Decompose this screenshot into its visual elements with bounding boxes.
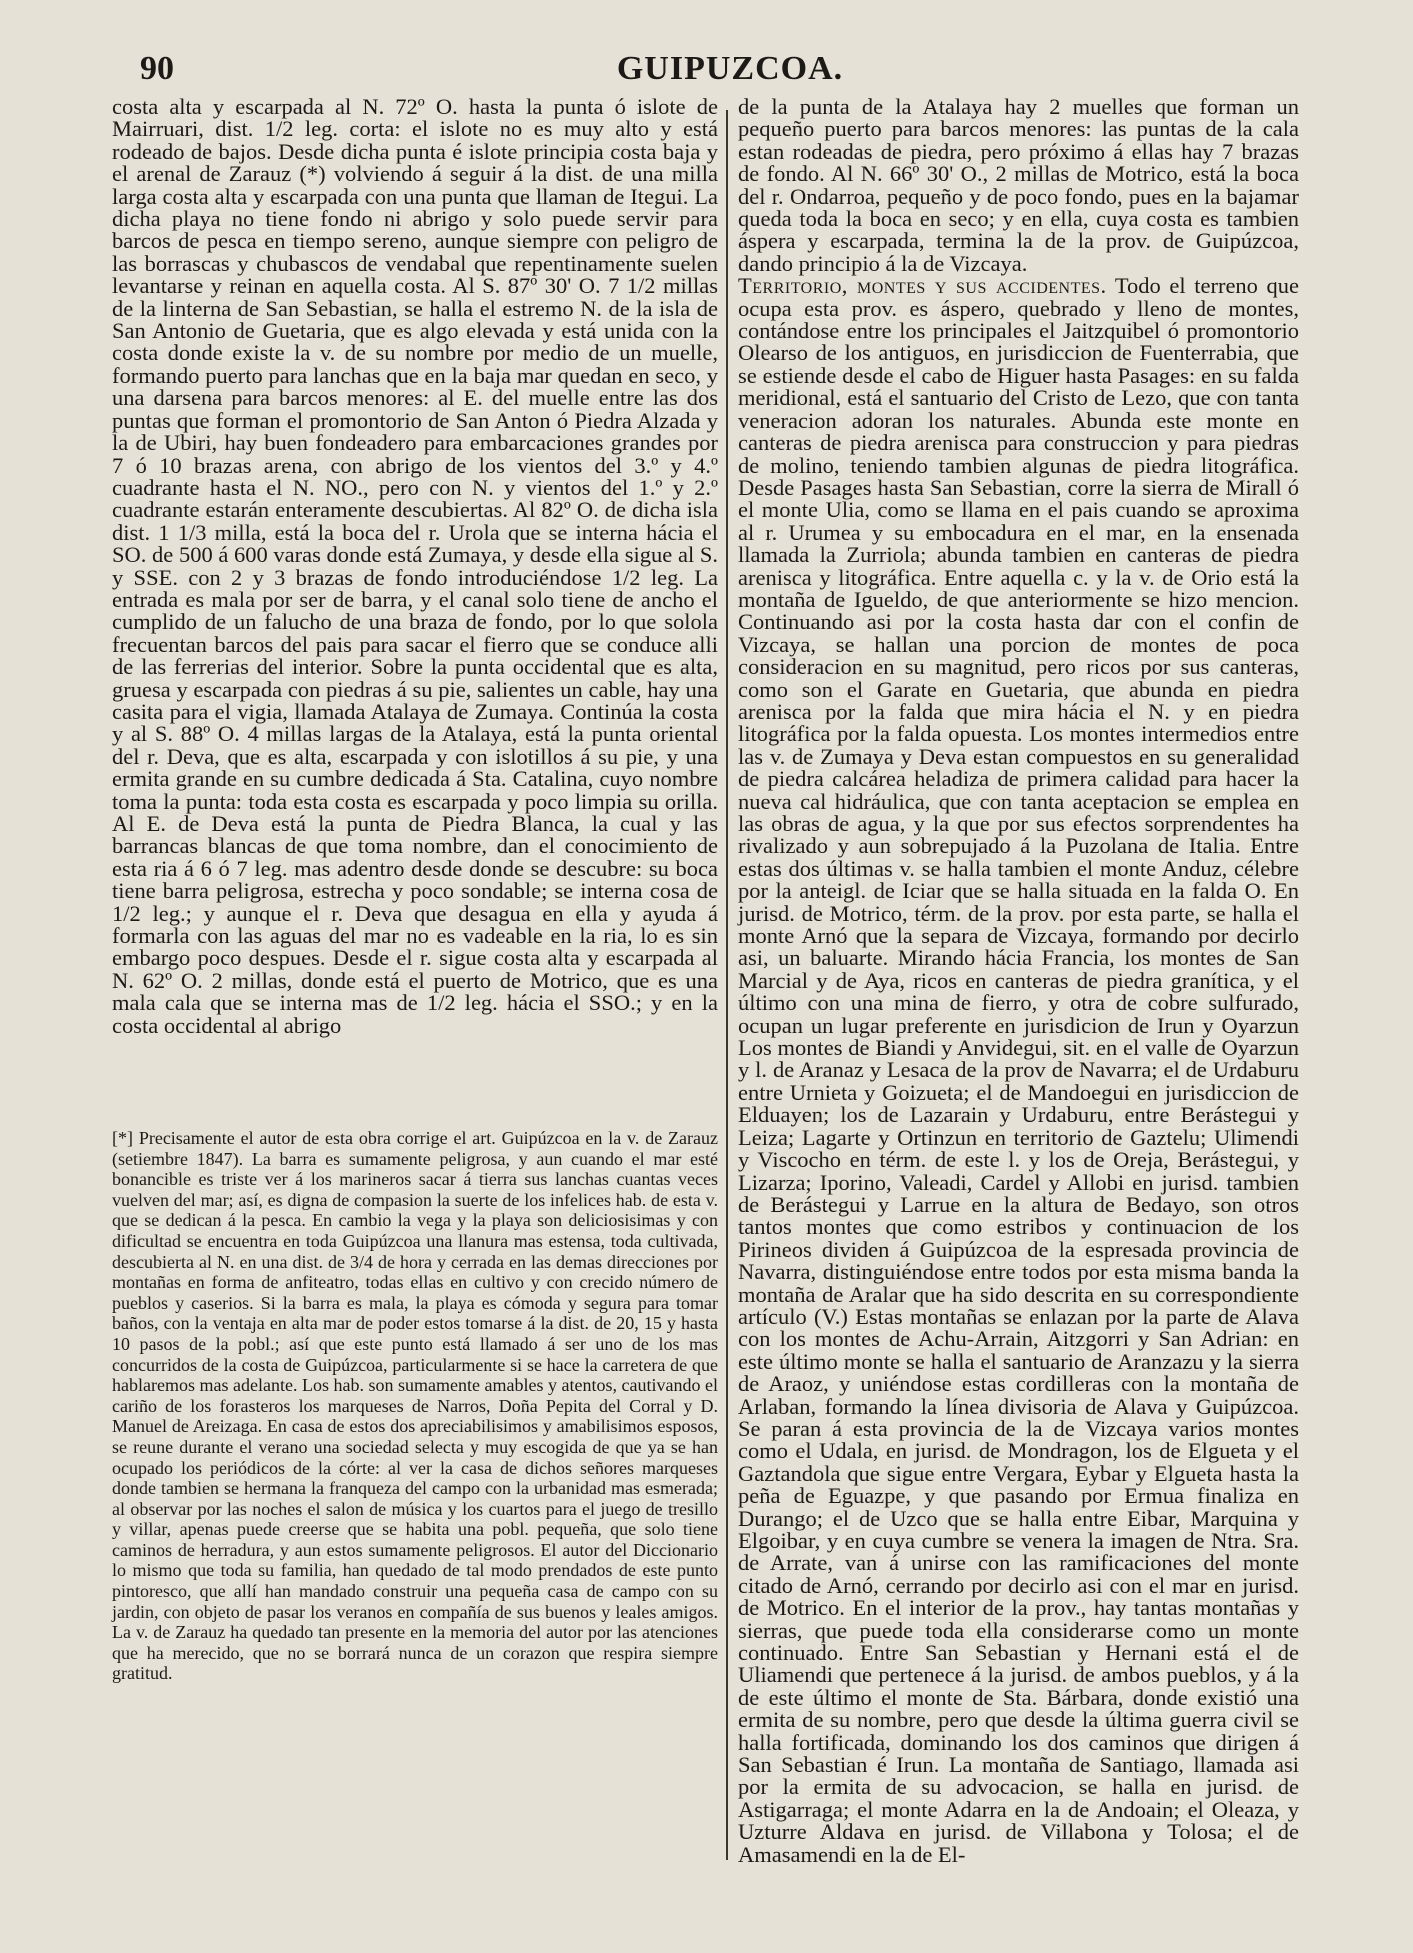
right-paragraph-2 [738, 275, 1299, 1866]
left-column [112, 96, 718, 1106]
right-paragraph-1: de la punta de la Atalaya hay 2 muelles que forman un pequeño puerto para barcos menores: las puntas de la cala estan rodeadas de piedra, pero próximo á ellas hay 7 brazas de fondo. Al N. 66º 30' O., 2 millas de Motrico, está la boca del r. Ondarroa, pequeño y de poco fondo, pues en la bajamar queda toda la boca en seco; y en ella, cuya costa es tambien áspera y escarpada, termina la de la prov. de Guipúzcoa, dando principio á la de Vizcaya. [738, 94, 1299, 276]
left-column-text: costa alta y escarpada al N. 72º O. hasta la punta ó islote de Mairruari, dist. 1/2 leg. corta: el islote no es muy alto y está rodeado de bajos. Desde dicha punta é islote principia costa baja y el arenal de Zarauz (*) volviendo á seguir á la dist. de una milla larga costa alta y escarpada con una punta que llaman de Itegui. La dicha playa no tiene fondo ni abrigo y solo puede servir para barcos de pesca en tiempo sereno, aunque siempre con peligro de las borrascas y chubascos de vendabal que repentinamente suelen levantarse y reinan en aquella costa. Al S. 87º 30' O. 7 1/2 millas de la linterna de San Sebastian, se halla el estremo N. de la isla de San Antonio de Guetaria, que es algo elevada y está unida con la costa donde existe la v. de su nombre por medio de un muelle, formando puerto para lanchas que en la baja mar quedan en seco, y una darsena para barcos menores: al E. del muelle entre las dos puntas que forman el promontorio de San Anton ó Piedra Alzada y la de Ubiri, hay buen fondeadero para embarcaciones grandes por 7 ó 10 brazas arena, con abrigo de los vientos del 3.º y 4.º cuadrante hasta el N. NO., pero con N. y vientos del 1.º y 2.º cuadrante estarán enteramente descubiertas. Al 82º O. de dicha isla dist. 1 1/3 milla, está la boca del r. Urola que se interna hácia el SO. de 500 á 600 varas donde está Zumaya, y desde ella sigue al S. y SSE. con 2 y 3 brazas de fondo introduciéndose 1/2 leg. La entrada es mala por ser de barra, y el canal solo tiene de ancho el cumplido de un falucho de una braza de fondo, por lo que solola frecuentan barcos del pais para sacar el fierro que se conduce alli de las ferrerias del interior. Sobre la punta occidental que es alta, gruesa y escarpada con piedras á su pie, salientes un cable, hay una casita para el vigia, llamada Atalaya de Zumaya. Continúa la costa y al S. 88º O. 4 millas largas de la Atalaya, está la punta oriental del r. Deva, que es alta, escarpada y con islotillos á su pie, y una ermita grande en su cumbre dedicada á Sta. Catalina, cuyo nombre toma la punta: toda esta costa es escarpada y poco limpia su orilla. Al E. de Deva está la punta de Piedra Blanca, la cual y las barrancas blancas de que toma nombre, dan el conocimiento de esta ria á 6 ó 7 leg. mas adentro desde donde se descubre: su boca tiene barra peligrosa, estrecha y poco sondable; se interna cosa de 1/2 leg.; y aunque el r. Deva que desagua en ella y ayuda á formarla con las aguas del mar no es vadeable en la ria, lo es sin embargo poco despues. Desde el r. sigue costa alta y escarpada al N. 62º O. 2 millas, donde está el puerto de Motrico, que es una mala cala que se interna mas de 1/2 leg. hácia el SSO.; y en la costa occidental al abrigo [112, 94, 718, 1038]
section-heading: Territorio, montes y sus accidentes. [738, 273, 1107, 299]
right-column [738, 96, 1299, 1926]
page-header [140, 50, 1320, 94]
footnote-text: [*] Precisamente el autor de esta obra corrige el art. Guipúzcoa en la v. de Zarauz (setiembre 1847). La barra es sumamente peligrosa, y aun cuando el mar esté bonancible es triste ver á los marineros sacar á tierra sus lanchas cuantas veces vuelven del mar; así, es digna de compasion la suerte de los infelices hab. de esta v. que se dedican á la pesca. En cambio la vega y la playa son deliciosisimas y con dificultad se encuentra en toda Guipúzcoa una llanura mas estensa, toda cultivada, descubierta al N. en una dist. de 3/4 de hora y cerrada en las demas direcciones por montañas en forma de anfiteatro, todas ellas en cultivo y con crecido número de pueblos y caserios. Si la barra es mala, la playa es cómoda y segura para tomar baños, con la ventaja en alta mar de poder estos tomarse á la dist. de 20, 15 y hasta 10 pasos de la pobl.; así que este punto está llamado á ser uno de los mas concurridos de la costa de Guipúzcoa, particularmente si se hace la carretera de que hablaremos mas adelante. Los hab. son sumamente amables y atentos, cautivando el cariño de los forasteros los marqueses de Narros, Doña Pepita del Corral y D. Manuel de Areizaga. En casa de estos dos apreciabilisimos y amabilisimos esposos, se reune durante el verano una sociedad selecta y muy escogida de que ya se han ocupado los periódicos de la córte: al ver la casa de dichos señores marqueses donde tambien se hermana la franqueza del campo con la urbanidad mas esmerada; al observar por las noches el salon de música y los cuartos para el juego de tresillo y villar, apenas puede creerse que se habita una pobl. pequeña, que solo tiene caminos de herradura, y aun estos sumamente peligrosos. El autor del Diccionario lo mismo que toda su familia, han quedado de tal modo prendados de este punto pintoresco, que allí han mandado construir una pequeña casa de campo con su jardin, con objeto de pasar los veranos en compañía de sus buenos y leales amigos. La v. de Zarauz ha quedado tan presente en la memoria del autor por las atenciones que ha merecido, que no se borrará nunca de un corazon que respira siempre gratitud. [112, 1128, 718, 1684]
right-paragraph-2-text: Todo el terreno que ocupa esta prov. es áspero, quebrado y lleno de montes, contándose entre los principales el Jaitzquibel ó promontorio Olearso de los antiguos, en jurisdiccion de Fuenterrabia, que se estiende desde el cabo de Higuer hasta Pasages: en su falda meridional, está el santuario del Cristo de Lezo, que con tanta veneracion adoran los naturales. Abunda este monte en canteras de piedra arenisca para construccion y para piedras de molino, teniendo tambien algunas de piedra litográfica. Desde Pasages hasta San Sebastian, corre la sierra de Mirall ó el monte Ulia, como se llama en el pais cuando se aproxima al r. Urumea y su embocadura en el mar, en la ensenada llamada la Zurriola; abunda tambien en canteras de piedra arenisca y litográfica. Entre aquella c. y la v. de Orio está la montaña de Igueldo, de que anteriormente se hizo mencion. Continuando asi por la costa hasta dar con el confin de Vizcaya, se hallan una porcion de montes de poca consideracion en su magnitud, pero ricos por sus canteras, como son el Garate en Guetaria, que abunda en piedra arenisca por la falda que mira hácia el N. y en piedra litográfica por la falda opuesta. Los montes intermedios entre las v. de Zumaya y Deva estan compuestos en su generalidad de piedra calcárea heladiza de primera calidad para hacer la nueva cal hidráulica, que con tanta aceptacion se emplea en las obras de agua, y la que por sus efectos sorprendentes ha rivalizado y aun sobrepujado á la Puzolana de Italia. Entre estas dos últimas v. se halla tambien el monte Anduz, célebre por la anteigl. de Iciar que se halla situada en la falda O. En jurisd. de Motrico, térm. de la prov. por esta parte, se halla el monte Arnó que la separa de Vizcaya, formando por decirlo asi, un baluarte. Mirando hácia Francia, los montes de San Marcial y de Aya, ricos en canteras de piedra granítica, y el último con una mina de fierro, y otra de cobre sulfurado, ocupan un lugar preferente en jurisdicion de Irun y Oyarzun Los montes de Biandi y Anvidegui, sit. en el valle de Oyarzun y l. de Aranaz y Lesaca de la prov de Navarra; el de Urdaburu entre Urnieta y Goizueta; el de Mandoegui en jurisdiccion de Elduayen; los de Lazarain y Urdaburu, entre Berástegui y Leiza; Lagarte y Ortinzun en territorio de Gaztelu; Ulimendi y Viscocho en térm. de este l. y los de Oreja, Berástegui, y Lizarza; Iporino, Valeadi, Cardel y Allobi en jurisd. tambien de Berástegui y Larrue en la altura de Bedayo, son otros tantos montes que como estribos y continuacion de los Pirineos dividen á Guipúzcoa de la espresada provincia de Navarra, distinguiéndose entre todos por esta misma banda la montaña de Aralar que ha sido descrita en su correspondiente artículo (V.) Estas montañas se enlazan por la parte de Alava con los montes de Achu-Arrain, Aitzgorri y San Adrian: en este último monte se halla el santuario de Aranzazu y la sierra de Araoz, y uniéndose estas cordilleras con la montaña de Arlaban, formando la línea divisoria de Alava y Guipúzcoa. Se paran á esta provincia de la de Vizcaya varios montes como el Udala, en jurisd. de Mondragon, los de Elgueta y el Gaztandola que sigue entre Vergara, Eybar y Elgueta hasta la peña de Eguazpe, y que pasando por Ermua finaliza en Durango; el de Uzco que se halla entre Eibar, Marquina y Elgoibar, y en cuya cumbre se venera la imagen de Ntra. Sra. de Arrate, van á unirse con las ramificaciones del monte citado de Arnó, cerrando por decirlo asi con el mar en jurisd. de Motrico. En el interior de la prov., hay tantas montañas y sierras, que puede toda ella considerarse como un monte continuado. Entre San Sebastian y Hernani está el de Uliamendi que pertenece á la jurisd. de ambos pueblos, y á la de este último el monte de Sta. Bárbara, donde existió una ermita de su nombre, pero que desde la última guerra civil se halla fortificada, dominando los dos caminos que dirigen á San Sebastian é Irun. La montaña de Santiago, llamada asi por la ermita de su advocacion, se halla en jurisd. de Astigarraga; el monte Adarra en la de Andoain; el Oleaza, y Uzturre Aldava en jurisd. de Villabona y Tolosa; el de Amasamendi en la de El- [738, 273, 1300, 1867]
column-divider [726, 110, 728, 1860]
running-title: GUIPUZCOA. [616, 50, 844, 87]
page-number: 90 [140, 50, 174, 87]
footnote [112, 1128, 718, 1684]
